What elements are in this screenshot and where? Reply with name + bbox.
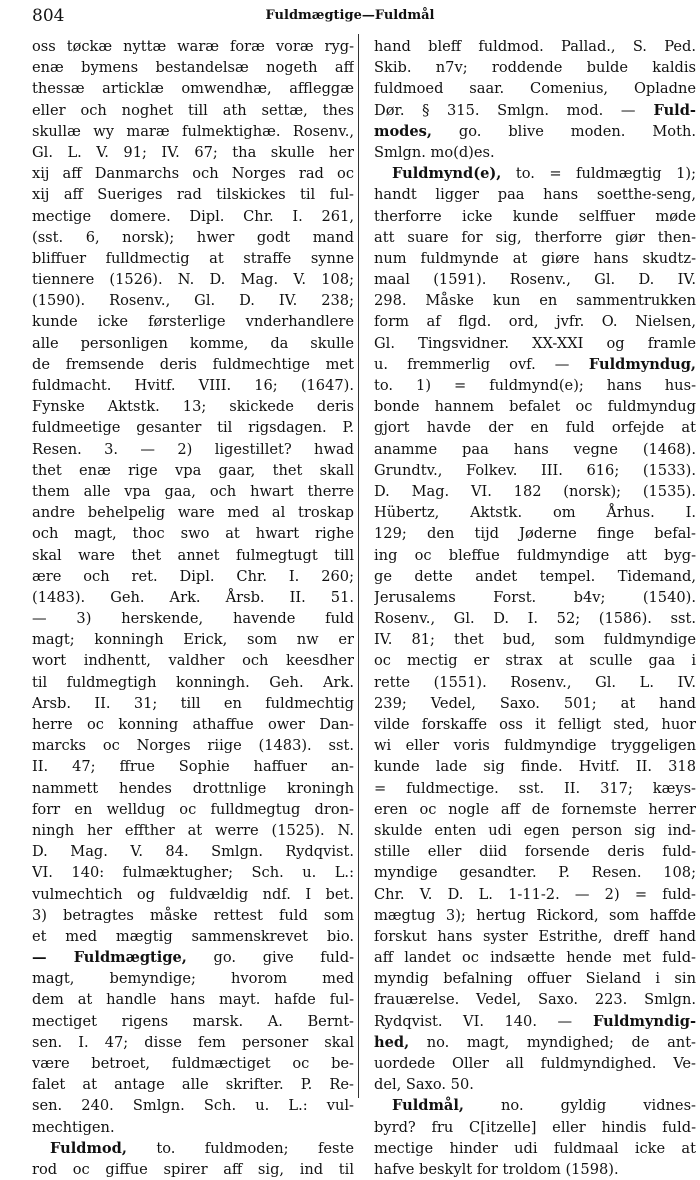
text-line [32, 502, 354, 523]
line-text: ære och ret. Dipl. Chr. I. 260; [32, 567, 354, 585]
text-line [374, 884, 696, 905]
headword: Fuldmyndig- [572, 1012, 696, 1030]
text-line [374, 1095, 696, 1116]
text-line [32, 693, 354, 714]
text-line [374, 481, 696, 502]
line-text: mectige hinder udi fuldmaal icke at [374, 1139, 696, 1157]
line-text: D. Mag. VI. 182 (norsk); (1535). [374, 482, 696, 500]
text-line [374, 799, 696, 820]
line-text: skal ware thet annet fulmegtugt till [32, 546, 354, 564]
text-line [32, 290, 354, 311]
line-text: 239; Vedel, Saxo. 501; at hand [374, 694, 696, 712]
text-line [32, 206, 354, 227]
line-text: = fuldmectige. sst. II. 317; kæys- [374, 779, 696, 797]
headword: — Fuldmægtige, [32, 949, 187, 967]
text-line [374, 227, 696, 248]
line-text: anamme paa hans vegne (1468). [374, 440, 696, 458]
headword: Fuldmod, [50, 1139, 127, 1157]
text-line [32, 968, 354, 989]
running-head: Fuldmægtige—Fuldmål [265, 8, 435, 23]
line-text: magt, bemyndige; hvorom med [32, 970, 354, 988]
line-text: Smlgn. mo(d)es. [374, 143, 495, 161]
line-text: ing oc bleffue fuldmyndige att byg- [374, 546, 696, 564]
text-line [374, 693, 696, 714]
line-text: (1483). Geh. Ark. Årsb. II. 51. [32, 588, 354, 606]
text-line [32, 587, 354, 608]
text-line [32, 100, 354, 121]
text-line [32, 523, 354, 544]
line-text: vulmechtich og fuldvældig ndf. I bet. [32, 885, 354, 903]
text-line [374, 460, 696, 481]
text-line [32, 248, 354, 269]
text-line [32, 184, 354, 205]
text-line [32, 163, 354, 184]
line-text: Arsb. II. 31; till en fuldmechtig [32, 694, 354, 712]
line-text: byrd? fru C[itzelle] eller hindis fuld- [374, 1118, 696, 1136]
line-text: enæ bymens bestandelsæ nogeth aff [32, 59, 354, 77]
line-text: del, Saxo. 50. [374, 1076, 474, 1094]
line-text: sen. I. 47; disse fem personer skal [32, 1033, 354, 1051]
line-text: eren oc nogle aff de fornemste herrer [374, 800, 696, 818]
text-line [374, 36, 696, 57]
text-line [32, 1032, 354, 1053]
text-line [374, 184, 696, 205]
line-text: kunde icke førsterlige vnderhandlere [32, 313, 354, 331]
text-line [32, 926, 354, 947]
line-text: ningh her effther at werre (1525). N. [32, 821, 354, 839]
line-text: Gl. Tingsvidner. XX-XXI og framle [374, 334, 696, 352]
text-line [374, 587, 696, 608]
text-line [32, 566, 354, 587]
line-text: (sst. 6, norsk); hwer godt mand [32, 228, 354, 246]
line-text: Resen. 3. — 2) ligestillet? hwad [32, 440, 354, 458]
text-line [374, 206, 696, 227]
line-text: et med mægtig sammenskrevet bio. [32, 927, 354, 945]
line-text: thet enæ rige vpa gaar, thet skall [32, 461, 354, 479]
text-line [32, 36, 354, 57]
line-text: magt; konningh Erick, som nw er [32, 631, 354, 649]
line-text: bonde hannem befalet oc fuldmyndug [374, 398, 696, 416]
line-text: aff landet oc indsætte hende met fuld- [374, 949, 696, 967]
text-line [32, 650, 354, 671]
page-number: 804 [32, 6, 65, 26]
text-line [32, 375, 354, 396]
text-line [32, 121, 354, 142]
line-text: (1590). Rosenv., Gl. D. IV. 238; [32, 292, 354, 310]
line-text: xij aff Danmarchs och Norges rad oc [32, 165, 354, 183]
line-text: num fuldmynde at giøre hans skudtz- [374, 249, 696, 267]
text-line [374, 968, 696, 989]
line-text: oc mectig er strax at sculle gaa i [374, 652, 696, 670]
line-text: myndig befalning offuer Sieland i sin [374, 970, 696, 988]
text-line [374, 714, 696, 735]
line-text: Jerusalems Forst. b4v; (1540). [374, 588, 696, 606]
text-line [374, 778, 696, 799]
text-line [32, 1053, 354, 1074]
line-text: bliffuer fulldmectig at straffe synne [32, 249, 354, 267]
line-text: — 3) herskende, havende fuld [32, 610, 354, 628]
column-divider [358, 34, 359, 1098]
text-line [374, 1138, 696, 1159]
line-text: Gl. L. V. 91; IV. 67; tha skulle her [32, 143, 354, 161]
text-line [32, 799, 354, 820]
line-text: therforre icke kunde selffuer møde [374, 207, 696, 225]
text-line [374, 1053, 696, 1074]
line-text: Hübertz, Aktstk. om Århus. I. [374, 504, 696, 522]
line-text: to. fuldmoden; feste [126, 1139, 354, 1157]
line-text: them alle vpa gaa, och hwart therre [32, 482, 354, 500]
text-line [374, 841, 696, 862]
headword: hed, [374, 1033, 410, 1051]
line-text: fuldmeetige gesanter til rigsdagen. P. [32, 419, 354, 437]
text-line [374, 100, 696, 121]
line-text: u. fremmerlig ovf. — [374, 355, 570, 373]
line-text: 3) betragtes måske rettest fuld som [32, 906, 354, 924]
line-text: thessæ articklæ omwendhæ, affleggæ [32, 80, 354, 98]
text-line [32, 672, 354, 693]
text-line [374, 502, 696, 523]
text-line [32, 884, 354, 905]
text-line [32, 1138, 354, 1159]
line-text: form af flgd. ord, jvfr. O. Nielsen, [374, 313, 696, 331]
line-text: myndige gesandter. P. Resen. 108; [374, 864, 696, 882]
text-line [374, 375, 696, 396]
line-text: mectiget rigens marsk. A. Bernt- [32, 1012, 354, 1030]
text-line [32, 142, 354, 163]
line-text: ge dette andet tempel. Tidemand, [374, 567, 696, 585]
text-line [32, 460, 354, 481]
text-line [374, 439, 696, 460]
text-line [374, 248, 696, 269]
line-text: Dør. § 315. Smlgn. mod. — [374, 101, 636, 119]
line-text: frauærelse. Vedel, Saxo. 223. Smlgn. [374, 991, 696, 1009]
text-line [32, 629, 354, 650]
line-text: eller och noghet till ath settæ, thes [32, 101, 354, 119]
right-column [374, 36, 696, 1180]
text-line [32, 57, 354, 78]
headword: Fuldmål, [392, 1097, 464, 1115]
line-text: handt ligger paa hans soetthe-seng, [374, 186, 696, 204]
text-line [32, 333, 354, 354]
text-line [374, 57, 696, 78]
line-text: herre oc konning athaffue ower Dan- [32, 716, 354, 733]
text-line [374, 862, 696, 883]
text-line [374, 566, 696, 587]
line-text: Skib. n7v; roddende bulde kaldis [374, 59, 696, 77]
text-line [374, 926, 696, 947]
text-line [374, 269, 696, 290]
text-line [374, 650, 696, 671]
text-line [32, 1011, 354, 1032]
text-line [374, 396, 696, 417]
line-text: sen. 240. Smlgn. Sch. u. L.: vul- [32, 1097, 354, 1115]
line-text: gjort havde der en fuld orfejde at [374, 419, 696, 437]
line-text: D. Mag. V. 84. Smlgn. Rydqvist. [32, 843, 354, 861]
text-line [32, 947, 354, 968]
text-line [32, 905, 354, 926]
text-line [32, 1095, 354, 1116]
text-line [374, 1117, 696, 1138]
text-line [32, 354, 354, 375]
line-text: go. blive moden. Moth. [431, 122, 696, 140]
text-line [374, 672, 696, 693]
line-text: de fremsende deris fuldmechtige met [32, 355, 354, 373]
line-text: tiennere (1526). N. D. Mag. V. 108; [32, 271, 354, 289]
line-text: til fuldmegtigh konningh. Geh. Ark. [32, 673, 354, 691]
line-text: nammett hendes drottnlige kroningh [32, 779, 354, 797]
line-text: forr en welldug oc fulldmegtug dron- [32, 800, 354, 818]
text-line [374, 735, 696, 756]
text-line [32, 778, 354, 799]
line-text: falet at antage alle skrifter. P. Re- [32, 1076, 354, 1094]
left-column [32, 36, 354, 1180]
line-text: hafve beskylt for troldom (1598). [374, 1160, 619, 1178]
line-text: to. = fuldmægtig 1); [501, 165, 696, 183]
line-text: VI. 140: fulmæktugher; Sch. u. L.: [32, 864, 354, 882]
line-text: Grundtv., Folkev. III. 616; (1533). [374, 461, 696, 479]
line-text: uordede Oller all fuldmyndighed. Ve- [374, 1055, 696, 1072]
text-line [32, 311, 354, 332]
line-text: forskut hans syster Estrithe, dreff hand [374, 927, 696, 945]
line-text: være betroet, fuldmæctiget oc be- [32, 1055, 354, 1072]
line-text: marcks oc Norges riige (1483). sst. [32, 737, 354, 755]
line-text: 298. Måske kun en sammentrukken [374, 292, 696, 310]
text-line [374, 523, 696, 544]
text-line [32, 735, 354, 756]
text-line [32, 545, 354, 566]
text-line [374, 989, 696, 1010]
line-text: no. gyldig vidnes- [464, 1097, 696, 1115]
line-text: Chr. V. D. L. 1-11-2. — 2) = fuld- [374, 885, 696, 903]
line-text: att suare for sig, therforre giør then- [374, 228, 696, 246]
text-line [32, 989, 354, 1010]
line-text: wort indhentt, valdher och keesdher [32, 652, 354, 670]
line-text: II. 47; ffrue Sophie haffuer an- [32, 758, 354, 776]
text-line [374, 905, 696, 926]
line-text: skullæ wy maræ fulmektighæ. Rosenv., [32, 122, 354, 140]
text-line [374, 163, 696, 184]
text-line [374, 1159, 696, 1180]
text-line [32, 417, 354, 438]
line-text: stille eller diid forsende deris fuld- [374, 843, 696, 861]
text-line [374, 78, 696, 99]
line-text: Fynske Aktstk. 13; skickede deris [32, 398, 354, 416]
text-line [32, 714, 354, 735]
text-line [374, 1032, 696, 1053]
line-text: maal (1591). Rosenv., Gl. D. IV. [374, 271, 696, 289]
text-line [32, 1117, 354, 1138]
text-line [32, 608, 354, 629]
line-text: fuldmoed saar. Comenius, Opladne [374, 80, 696, 98]
line-text: och magt, thoc swo at hwart righe [32, 525, 354, 543]
line-text: andre behelpelig ware med al troskap [32, 504, 354, 522]
line-text: IV. 81; thet bud, som fuldmyndige [374, 631, 696, 649]
text-line [32, 269, 354, 290]
text-line [32, 78, 354, 99]
line-text: to. 1) = fuldmynd(e); hans hus- [374, 377, 696, 394]
text-line [32, 841, 354, 862]
text-line [32, 756, 354, 777]
line-text: go. give fuld- [186, 949, 354, 967]
headword: Fuldmynd(e), [392, 165, 502, 183]
text-line [374, 756, 696, 777]
line-text: wi eller voris fuldmyndige tryggeligen [374, 737, 696, 755]
line-text: 129; den tijd Jøderne finge befal- [374, 525, 696, 543]
text-line [374, 354, 696, 375]
headword: Fuldmyndug, [569, 355, 696, 373]
text-line [374, 417, 696, 438]
text-line [374, 121, 696, 142]
line-text: fuldmacht. Hvitf. VIII. 16; (1647). [32, 377, 354, 394]
line-text: mectige domere. Dipl. Chr. I. 261, [32, 207, 354, 225]
text-line [374, 1011, 696, 1032]
line-text: Rydqvist. VI. 140. — [374, 1012, 573, 1030]
text-line [32, 481, 354, 502]
text-line [374, 820, 696, 841]
text-line [374, 142, 696, 163]
text-line [374, 608, 696, 629]
line-text: hand bleff fuldmod. Pallad., S. Ped. [374, 38, 696, 55]
line-text: mægtug 3); hertug Rickord, som haffde [374, 906, 696, 924]
line-text: no. magt, myndighed; de ant- [409, 1033, 696, 1051]
line-text: rette (1551). Rosenv., Gl. L. IV. [374, 673, 696, 691]
line-text: kunde lade sig finde. Hvitf. II. 318 [374, 758, 696, 776]
line-text: dem at handle hans mayt. hafde ful- [32, 991, 354, 1009]
line-text: oss tøckæ nyttæ waræ foræ voræ ryg- [32, 38, 354, 55]
text-line [374, 1074, 696, 1095]
text-line [32, 396, 354, 417]
line-text: vilde forskaffe oss it felligt sted, huor [374, 716, 696, 733]
line-text: xij aff Sueriges rad tilskickes til ful- [32, 186, 354, 204]
text-line [32, 862, 354, 883]
text-line [374, 545, 696, 566]
text-line [374, 333, 696, 354]
line-text: alle personligen komme, da skulle [32, 334, 354, 352]
text-line [32, 439, 354, 460]
text-line [32, 1159, 354, 1180]
text-line [32, 820, 354, 841]
headword: modes, [374, 122, 432, 140]
text-line [32, 1074, 354, 1095]
text-line [374, 947, 696, 968]
line-text: skulde enten udi egen person sig ind- [374, 821, 696, 839]
text-line [32, 227, 354, 248]
text-line [374, 311, 696, 332]
line-text: Rosenv., Gl. D. I. 52; (1586). sst. [374, 610, 696, 628]
text-line [374, 290, 696, 311]
line-text: mechtigen. [32, 1118, 115, 1136]
headword: Fuld- [635, 101, 696, 119]
text-line [374, 629, 696, 650]
line-text: rod oc giffue spirer aff sig, ind til [32, 1160, 354, 1178]
